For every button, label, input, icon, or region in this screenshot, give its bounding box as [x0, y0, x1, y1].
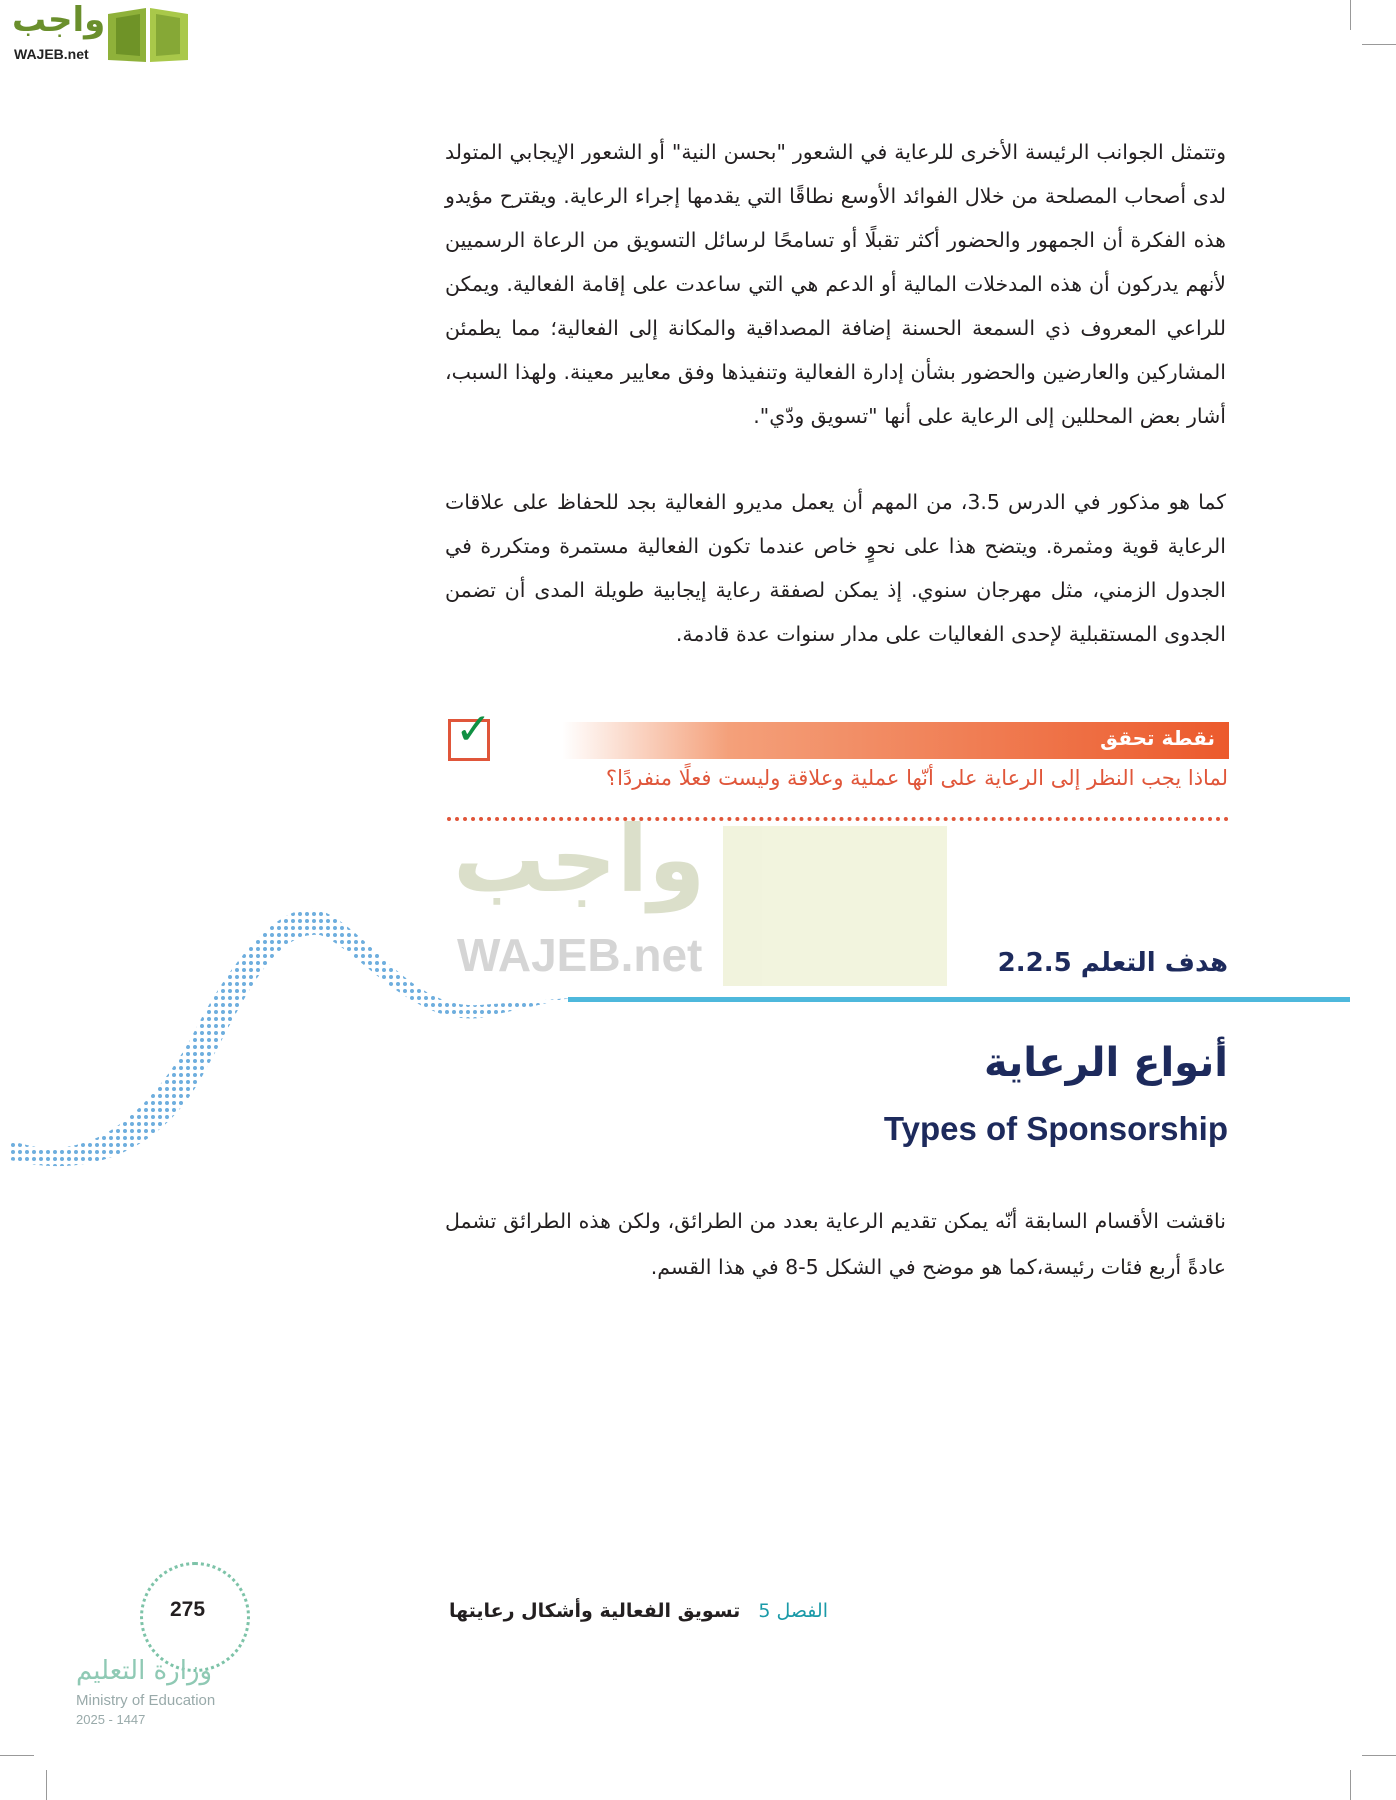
crop-mark — [1350, 1770, 1351, 1800]
book-icon — [106, 6, 190, 64]
logo-arabic: واجب — [12, 0, 106, 40]
chapter-title: تسويق الفعالية وأشكال رعايتها — [448, 1600, 741, 1622]
paragraph-long-term-relationships: كما هو مذكور في الدرس 3.5، من المهم أن يعمل مديرو الفعالية بجد للحفاظ على علاقات الرعاية قوية ومثمرة. ويتضح هذا على نحوٍ خاص عندما تكون الفعالية مستمرة ومتكررة في الجدول الزمني، مثل مهرجان سنوي. إذ يمكن لصفقة رعاية إيجابية طويلة المدى أن تضمن الجدوى المستقبلية لإحدى الفعاليات على مدار سنوات عدة قادمة. — [445, 490, 1226, 646]
page-number: 275 — [170, 1598, 206, 1621]
ministry-english: Ministry of Education — [76, 1692, 216, 1709]
crop-mark — [1362, 1755, 1396, 1756]
watermark-english: WAJEB.net — [457, 929, 703, 981]
footer-chapter — [449, 1600, 828, 1622]
watermark-arabic: واجب — [453, 806, 706, 913]
checkpoint-checkbox — [448, 704, 492, 761]
ministry-logo — [76, 1560, 248, 1730]
wajeb-logo[interactable] — [8, 0, 190, 66]
edition-year: 2025 - 1447 — [76, 1712, 146, 1727]
section-divider — [568, 997, 1350, 1002]
paragraph-sponsorship-types-intro: ناقشت الأقسام السابقة أنّه يمكن تقديم الرعاية بعدد من الطرائق، ولكن هذه الطرائق تشمل عادةً أربع فئات رئيسة،كما هو موضح في الشكل 5-8 في هذا القسم. — [445, 1209, 1226, 1279]
checkpoint-label: نقطة تحقق — [1100, 726, 1215, 750]
crop-mark — [1350, 0, 1351, 30]
crop-mark — [1362, 44, 1396, 45]
checkpoint-question: لماذا يجب النظر إلى الرعاية على أنّها عملية وعلاقة وليست فعلًا منفردًا؟ — [605, 766, 1228, 790]
section-title-arabic: أنواع الرعاية — [983, 1040, 1228, 1086]
checkmark-icon: ✓ — [455, 704, 492, 755]
section-title-english: Types of Sponsorship — [883, 1110, 1228, 1147]
crop-mark — [46, 1770, 47, 1800]
ministry-arabic: وزارة التعليم — [76, 1656, 213, 1686]
paragraph-friendly-marketing: وتتمثل الجوانب الرئيسة الأخرى للرعاية في الشعور "بحسن النية" أو الشعور الإيجابي المتولد لدى أصحاب المصلحة من خلال الفوائد الأوسع نطاقًا التي يقدمها إجراء الرعاية. ويقترح مؤيدو هذه الفكرة أن الجمهور والحضور أكثر تقبلًا أو تسامحًا لرسائل التسويق من الرعاة الرسميين لأنهم يدركون أن هذه المدخلات المالية أو الدعم هي التي ساعدت على إقامة الفعالية. ويمكن للراعي المعروف ذي السمعة الحسنة إضافة المصداقية والمكانة إلى الفعالية؛ مما يطمئن المشاركين والعارضين والحضور بشأن إدارة الفعالية وتنفيذها وفق معايير معينة. ولهذا السبب، أشار بعض المحللين إلى الرعاية على أنها "تسويق ودّي". — [445, 140, 1226, 428]
learning-goal-heading: هدف التعلم 2.2.5 — [997, 948, 1228, 978]
checkpoint-banner — [562, 722, 1229, 759]
chapter-label: الفصل 5 — [758, 1600, 828, 1622]
crop-mark — [0, 1755, 34, 1756]
book-icon — [723, 826, 947, 986]
wajeb-watermark — [453, 806, 947, 986]
logo-english: WAJEB.net — [14, 46, 89, 62]
